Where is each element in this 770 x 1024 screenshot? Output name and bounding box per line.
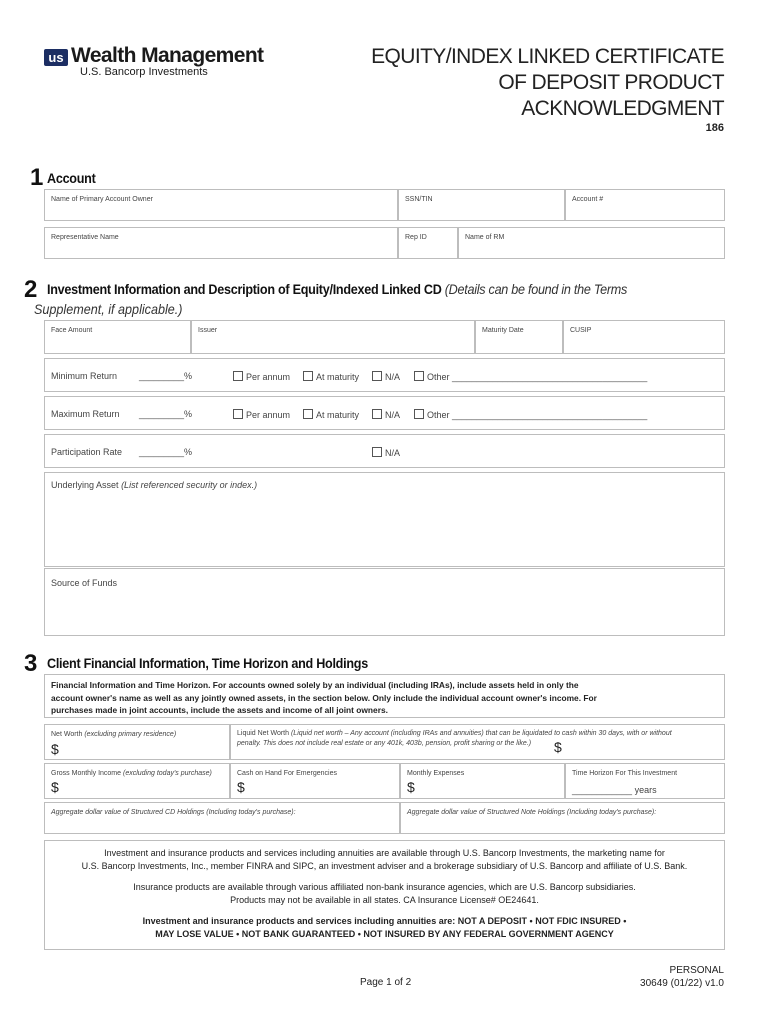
maximum-return-row	[44, 396, 725, 430]
title-line-1: EQUITY/INDEX LINKED CERTIFICATE	[371, 45, 724, 68]
minimum-return-row	[44, 358, 725, 392]
max-other-option[interactable]: Other _______________________________________	[414, 409, 647, 420]
underlying-asset-field[interactable]	[44, 472, 725, 567]
net-worth-label: Net Worth (excluding primary residence)	[51, 731, 177, 738]
section-1-number: 1	[30, 164, 44, 191]
section-2-number: 2	[24, 276, 38, 303]
brand-subtitle: U.S. Bancorp Investments	[80, 66, 208, 78]
page-title	[371, 44, 724, 122]
brand-name: Wealth Management	[71, 44, 264, 67]
min-na-option[interactable]: N/A	[372, 371, 400, 382]
cash-on-hand-currency: $	[237, 779, 245, 795]
max-na-option[interactable]: N/A	[372, 409, 400, 420]
minimum-return-label: Minimum Return	[51, 371, 118, 381]
gross-monthly-income-field[interactable]	[44, 763, 230, 799]
account-number-label: Account #	[572, 196, 604, 203]
gross-income-currency: $	[51, 779, 59, 795]
maturity-date-field[interactable]	[475, 320, 563, 354]
checkbox-icon[interactable]	[414, 371, 424, 381]
section-3-intro	[44, 674, 725, 718]
checkbox-icon[interactable]	[372, 447, 382, 457]
participation-rate-label: Participation Rate	[51, 447, 123, 457]
primary-owner-field[interactable]	[44, 189, 398, 221]
rm-name-label: Name of RM	[465, 234, 505, 241]
minimum-return-blank[interactable]: _________%	[139, 371, 193, 381]
rm-name-field[interactable]	[458, 227, 725, 259]
liquid-net-worth-currency: $	[554, 739, 562, 755]
section-1-title: Account	[47, 170, 96, 186]
net-worth-field[interactable]	[44, 724, 230, 760]
maturity-date-label: Maturity Date	[482, 327, 524, 334]
title-line-3: ACKNOWLEDGMENT	[521, 97, 724, 120]
participation-rate-row	[44, 434, 725, 468]
face-amount-label: Face Amount	[51, 327, 93, 334]
structured-cd-holdings-field[interactable]	[44, 802, 400, 834]
monthly-expenses-label: Monthly Expenses	[407, 770, 465, 777]
checkbox-icon[interactable]	[303, 371, 313, 381]
source-of-funds-field[interactable]	[44, 568, 725, 636]
page-number: Page 1 of 2	[360, 977, 412, 988]
participation-rate-blank[interactable]: _________%	[139, 447, 193, 457]
checkbox-icon[interactable]	[233, 409, 243, 419]
source-of-funds-label: Source of Funds	[51, 578, 118, 588]
section-2-title: Investment Information and Description of Equity/Indexed Linked CD	[47, 281, 442, 297]
account-number-field[interactable]	[565, 189, 725, 221]
note-holdings-label: Aggregate dollar value of Structured Note Holdings (Including today's purchase):	[407, 809, 657, 816]
monthly-expenses-currency: $	[407, 779, 415, 795]
liquid-net-worth-note: penalty. This does not include real estate or any 401k, 403b, pension, profit sharing or the like.)	[237, 740, 532, 747]
disclosure-box	[44, 840, 725, 950]
section-3-number: 3	[24, 650, 38, 677]
title-line-2: OF DEPOSIT PRODUCT	[498, 71, 724, 94]
form-number: 186	[705, 122, 724, 134]
min-per-annum-option[interactable]: Per annum	[233, 371, 290, 382]
issuer-field[interactable]	[191, 320, 475, 354]
min-at-maturity-option[interactable]: At maturity	[303, 371, 359, 382]
section-2-note: (Details can be found in the Terms	[444, 281, 628, 297]
cash-on-hand-field[interactable]	[230, 763, 400, 799]
max-at-maturity-option[interactable]: At maturity	[303, 409, 359, 420]
max-per-annum-option[interactable]: Per annum	[233, 409, 290, 420]
participation-na-option[interactable]: N/A	[372, 447, 400, 458]
liquid-net-worth-label: Liquid Net Worth (Liquid net worth – Any account (including IRAs and annuities) that can be liquidated to cash within 30 days, with or without	[237, 730, 672, 737]
primary-owner-label: Name of Primary Account Owner	[51, 196, 153, 203]
footer-form-code: 30649 (01/22) v1.0	[640, 978, 724, 989]
rep-id-label: Rep ID	[405, 234, 427, 241]
checkbox-icon[interactable]	[414, 409, 424, 419]
underlying-asset-label: Underlying Asset (List referenced security or index.)	[51, 480, 258, 490]
ssn-label: SSN/TIN	[405, 196, 433, 203]
section-2-note-2: Supplement, if applicable.)	[34, 301, 183, 317]
structured-note-holdings-field[interactable]	[400, 802, 725, 834]
logo-mark: us	[44, 49, 68, 66]
disclosure-paragraph-2: Insurance products are available through various affiliated non-bank insurance agencies, which are U.S. Bancorp subsidiaries. Products may not be available in all states. CA Insurance License# OE24641.	[133, 882, 636, 905]
time-horizon-label: Time Horizon For This Investment	[572, 770, 678, 777]
disclosure-paragraph-1: Investment and insurance products and services including annuities are available through U.S. Bancorp Investments, the marketing name for U.S. Bancorp Investments, Inc., member FINRA and SIPC, an investment adviser and a brokerage subsidiary of U.S. Bancorp and affiliate of U.S. Bank.	[81, 848, 688, 871]
cash-on-hand-label: Cash on Hand For Emergencies	[237, 770, 337, 777]
ssn-field[interactable]	[398, 189, 565, 221]
rep-id-field[interactable]	[398, 227, 458, 259]
issuer-label: Issuer	[198, 327, 218, 334]
cusip-label: CUSIP	[570, 327, 592, 334]
footer-form-info	[640, 964, 724, 990]
gross-income-label: Gross Monthly Income (excluding today's purchase)	[51, 770, 212, 777]
time-horizon-field[interactable]	[565, 763, 725, 799]
face-amount-field[interactable]	[44, 320, 191, 354]
checkbox-icon[interactable]	[372, 409, 382, 419]
checkbox-icon[interactable]	[233, 371, 243, 381]
net-worth-currency: $	[51, 741, 59, 757]
time-horizon-years: ____________ years	[572, 785, 657, 795]
min-other-option[interactable]: Other _______________________________________	[414, 371, 647, 382]
footer-personal: PERSONAL	[669, 965, 724, 976]
cusip-field[interactable]	[563, 320, 725, 354]
maximum-return-blank[interactable]: _________%	[139, 409, 193, 419]
representative-name-label: Representative Name	[51, 234, 119, 241]
cd-holdings-label: Aggregate dollar value of Structured CD Holdings (Including today's purchase):	[51, 809, 296, 816]
section-2-heading	[47, 281, 627, 297]
monthly-expenses-field[interactable]	[400, 763, 565, 799]
checkbox-icon[interactable]	[303, 409, 313, 419]
section-3-title: Client Financial Information, Time Horizon and Holdings	[47, 655, 368, 671]
representative-name-field[interactable]	[44, 227, 398, 259]
checkbox-icon[interactable]	[372, 371, 382, 381]
intro-text: Financial Information and Time Horizon. For accounts owned solely by an individual (including IRAs), include assets held in only the account owner's name as well as any jointly owned assets, in the section below. Only include the individual account owner's income. For purchases made in joint accounts, include the assets and income of all joint owners.	[51, 680, 597, 715]
maximum-return-label: Maximum Return	[51, 409, 120, 419]
liquid-net-worth-field[interactable]	[230, 724, 725, 760]
disclosure-paragraph-3: Investment and insurance products and services including annuities are: NOT A DEPOSIT • NOT FDIC INSURED • MAY LOSE VALUE • NOT BANK GUARANTEED • NOT INSURED BY ANY FEDERAL GOVERNMENT AGENCY	[142, 916, 627, 939]
